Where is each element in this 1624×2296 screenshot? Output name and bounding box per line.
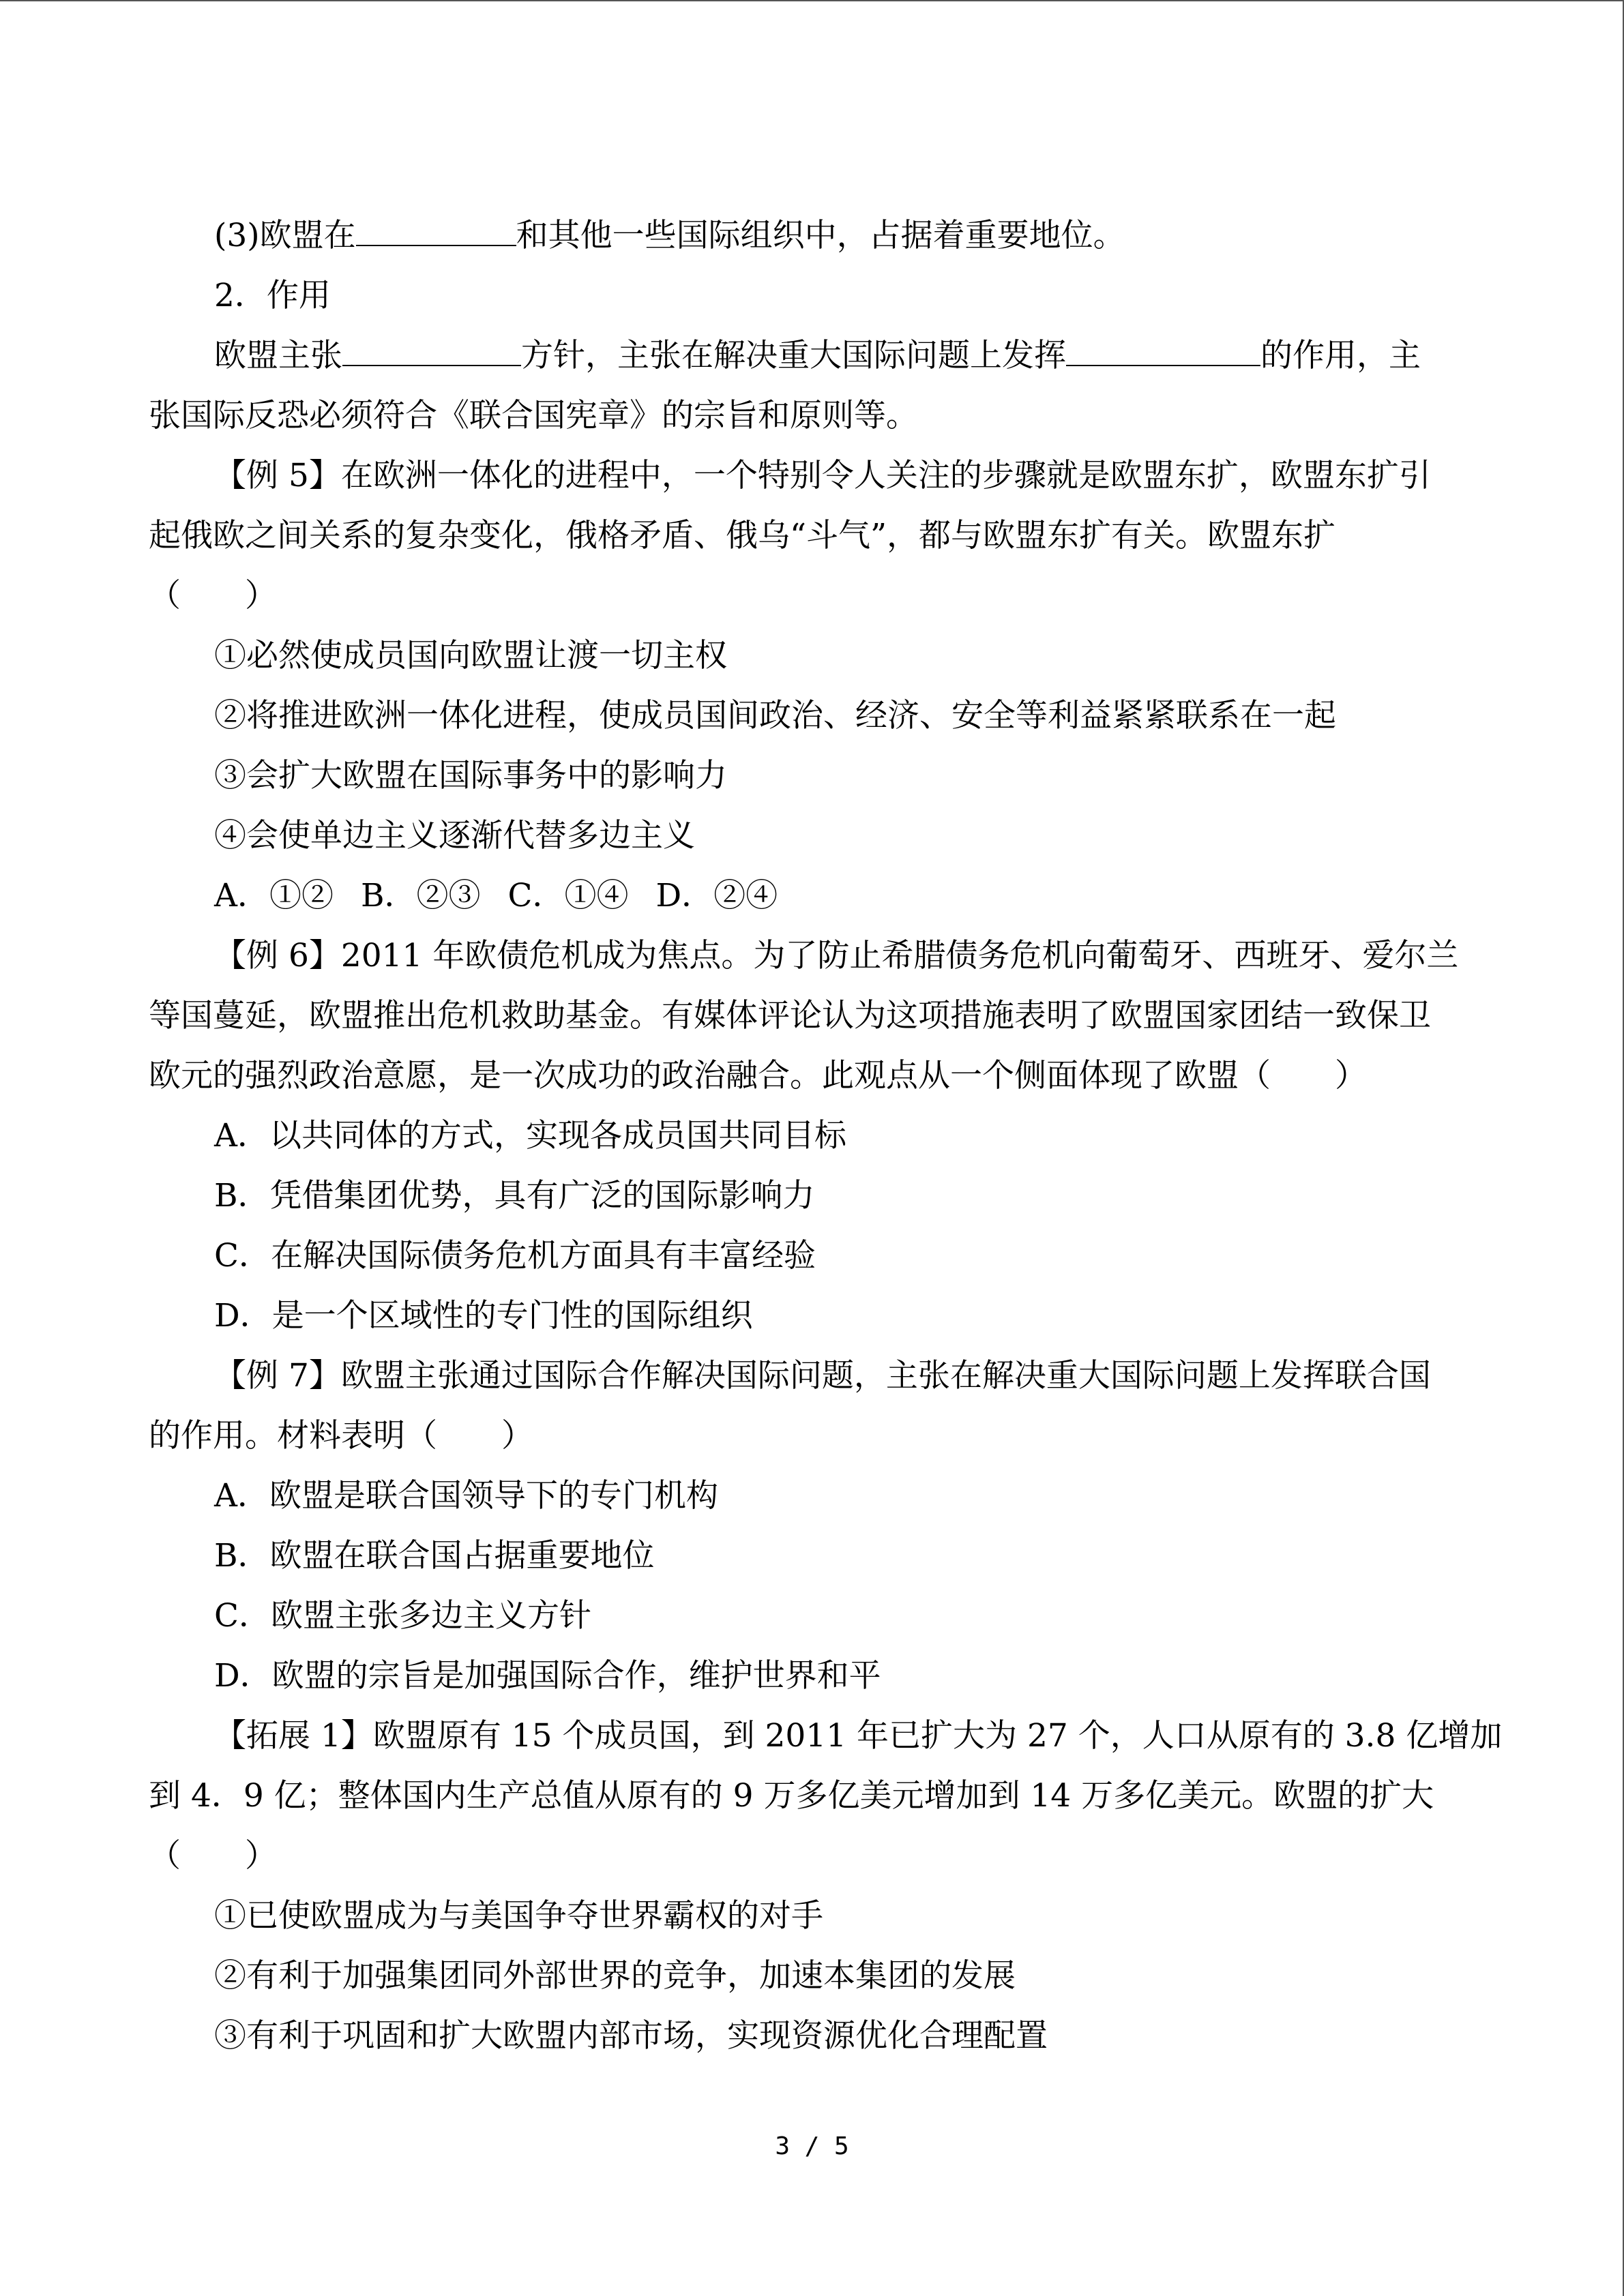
example5-statement-2: ②将推进欧洲一体化进程，使成员国间政治、经济、安全等利益紧紧联系在一起 [214,697,1336,734]
example7-line2: 的作用。材料表明（ ） [149,1417,533,1455]
section1-item3: (3)欧盟在 和其他一些国际组织中，占据着重要地位。 [214,217,1125,254]
option-b[interactable]: B．②③ [360,877,481,914]
fill-blank[interactable] [342,336,521,366]
example7-option-d[interactable]: D．欧盟的宗旨是加强国际合作，维护世界和平 [214,1657,881,1695]
example5-bracket: （ ） [149,577,277,614]
option-a[interactable]: A．①② [214,877,334,914]
extension1-line2: 到 4．9 亿；整体国内生产总值从原有的 9 万多亿美元增加到 14 万多亿美元。欧盟的扩大 [149,1777,1434,1815]
example6-option-b[interactable]: B．凭借集团优势，具有广泛的国际影响力 [214,1177,815,1214]
example5-options [149,866,1465,926]
page-number: 3 / 5 [775,2132,849,2160]
option-d[interactable]: D．②④ [655,877,778,914]
example7-option-a[interactable]: A．欧盟是联合国领导下的专门机构 [214,1477,718,1515]
example6-line1: 【例 6】2011 年欧债危机成为焦点。为了防止希腊债务危机向葡萄牙、西班牙、爱尔兰 [214,937,1459,974]
example5-line1: 【例 5】在欧洲一体化的进程中，一个特别令人关注的步骤就是欧盟东扩，欧盟东扩引 [214,457,1431,494]
example6-line3: 欧元的强烈政治意愿，是一次成功的政治融合。此观点从一个侧面体现了欧盟（ ） [149,1057,1367,1094]
example7-option-b[interactable]: B．欧盟在联合国占据重要地位 [214,1537,655,1575]
fill-blank[interactable] [1066,336,1260,366]
example7-option-c[interactable]: C．欧盟主张多边主义方针 [214,1597,591,1635]
role-line: 欧盟主张 方针，主张在解决重大国际问题上发挥 的作用，主 [214,337,1421,374]
extension1-line1: 【拓展 1】欧盟原有 15 个成员国，到 2011 年已扩大为 27 个，人口从原有的 3.8 亿增加 [214,1717,1503,1755]
fill-blank[interactable] [356,216,516,246]
example5-statement-3: ③会扩大欧盟在国际事务中的影响力 [214,757,727,794]
extension1-bracket: （ ） [149,1837,277,1875]
section-heading-role: 2．作用 [214,277,331,314]
extension1-statement-1: ①已使欧盟成为与美国争夺世界霸权的对手 [214,1897,823,1935]
page-content [149,206,1503,2066]
example5-statement-1: ①必然使成员国向欧盟让渡一切主权 [214,637,727,674]
example6-option-c[interactable]: C．在解决国际债务危机方面具有丰富经验 [214,1237,816,1274]
extension1-statement-3: ③有利于巩固和扩大欧盟内部市场，实现资源优化合理配置 [214,2017,1048,2055]
extension1-statement-2: ②有利于加强集团同外部世界的竞争，加速本集团的发展 [214,1957,1016,1995]
example5-line2: 起俄欧之间关系的复杂变化，俄格矛盾、俄乌“斗气”，都与欧盟东扩有关。欧盟东扩 [149,517,1336,554]
example6-option-d[interactable]: D．是一个区域性的专门性的国际组织 [214,1297,753,1335]
example6-line2: 等国蔓延，欧盟推出危机救助基金。有媒体评论认为这项措施表明了欧盟国家团结一致保卫 [149,997,1431,1034]
example5-statement-4: ④会使单边主义逐渐代替多边主义 [214,817,695,854]
example6-option-a[interactable]: A．以共同体的方式，实现各成员国共同目标 [214,1117,846,1154]
option-c[interactable]: C．①④ [507,877,629,914]
role-line-cont: 张国际反恐必须符合《联合国宪章》的宗旨和原则等。 [149,397,918,434]
example7-line1: 【例 7】欧盟主张通过国际合作解决国际问题，主张在解决重大国际问题上发挥联合国 [214,1357,1431,1395]
